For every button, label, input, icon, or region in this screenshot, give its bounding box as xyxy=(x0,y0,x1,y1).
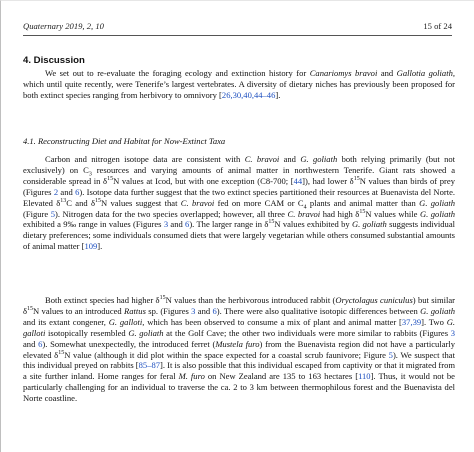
subsection-title: 4.1. Reconstructing Diet and Habitat for Now-Extinct Taxa xyxy=(23,136,226,146)
citation-link[interactable]: 109 xyxy=(84,241,98,252)
citation-link[interactable]: 37,39 xyxy=(401,316,422,327)
citation-link[interactable]: 26,30,40,44–46 xyxy=(221,89,276,100)
discussion-paragraph-1: We set out to re-evaluate the foraging ecology and extinction history for Canariomys bravoi and Gallotia goliath, which until quite recently, were Tenerife’s largest vertebrates. A diversity of dietary niches has previously been proposed for both extinct species ranging from herbivory to omnivory [26,30,40,44–46]. xyxy=(23,68,455,100)
discussion-paragraph-2: Carbon and nitrogen isotope data are consistent with C. bravoi and G. goliath both relying primarily (but not exclusively) on $C_3$ resources and varying amounts of animal matter in northwestern Tenerife. Giant rats showed a considerable spread in $\delta^{15}N$ values at Icod, but with one exception (C8-700; [44]), had lower $\delta^{15}N$ values than birds of prey (Figures 2 and 6). Isotope data further suggest that the two extinct species partitioned their resources at Buenavista del Norte. Elevated $\delta^{13}C$ and $\delta^{15}N$ values suggest that C. bravoi fed on more CAM or $C_4$ plants and animal matter than G. goliath (Figure 5). Nitrogen data for the two species overlapped; however, all three C. bravoi had high $\delta^{15}N$ values while G. goliath exhibited a 9‰ range in values (Figures 3 and 6). The larger range in $\delta^{15}N$ values exhibited by G. goliath suggests individual dietary preferences; some individuals consumed diets that were largely vegetarian while others consumed substantial amounts of animal matter [109]. xyxy=(23,154,456,252)
figure-link[interactable]: 6 xyxy=(212,305,217,316)
section-title: 4. Discussion xyxy=(23,55,85,66)
page-number: 15 of 24 xyxy=(423,21,452,31)
citation-link[interactable]: 85–87 xyxy=(138,360,161,371)
figure-link[interactable]: 6 xyxy=(38,338,43,349)
figure-link[interactable]: 6 xyxy=(75,186,80,197)
header-rule xyxy=(23,35,452,36)
citation-link[interactable]: 44 xyxy=(293,175,303,186)
citation-link[interactable]: 110 xyxy=(358,371,371,382)
figure-link[interactable]: 3 xyxy=(163,219,169,230)
discussion-paragraph-3: Both extinct species had higher $\delta^{15}N$ values than the herbivorous introduced rabbit (Oryctolagus cuniculus) but similar $\delta^{15}N$ values to an introduced Rattus sp. (Figures 3 and 6). There were also qualitative isotopic differences between G. goliath and its extant congener, G. galloti, which has been observed to consume a mix of plant and animal matter [37,39]. Two G. galloti isotopically resembled G. goliath at the Golf Cave; the other two individuals were more similar to rabbits (Figures 3 and 6). Somewhat unexpectedly, the introduced ferret (Mustela furo) from the Buenavista region did not have a particularly elevated $\delta^{15}N$ value (although it did plot within the space expected for a coastal scrub faunivore; Figure 5). We suspect that this individual preyed on rabbits [85–87]. It is also possible that this individual escaped from captivity or that it migrated from a site further inland. Home ranges for feral M. furo on New Zealand are 135 to 163 hectares [110]. Thus, it would not be particularly challenging for an individual to traverse the ca. 2 to 3 km between thermophilous forest and the Buenavista del Norte coastline. xyxy=(23,295,456,404)
figure-link[interactable]: 3 xyxy=(191,305,196,316)
figure-link[interactable]: 6 xyxy=(185,219,190,230)
figure-link[interactable]: 5 xyxy=(388,349,393,360)
figure-link[interactable]: 3 xyxy=(450,327,455,338)
figure-link[interactable]: 5 xyxy=(50,208,55,219)
journal-citation: Quaternary 2019, 2, 10 xyxy=(23,21,104,31)
page-header xyxy=(23,21,452,31)
figure-link[interactable]: 2 xyxy=(53,186,59,197)
